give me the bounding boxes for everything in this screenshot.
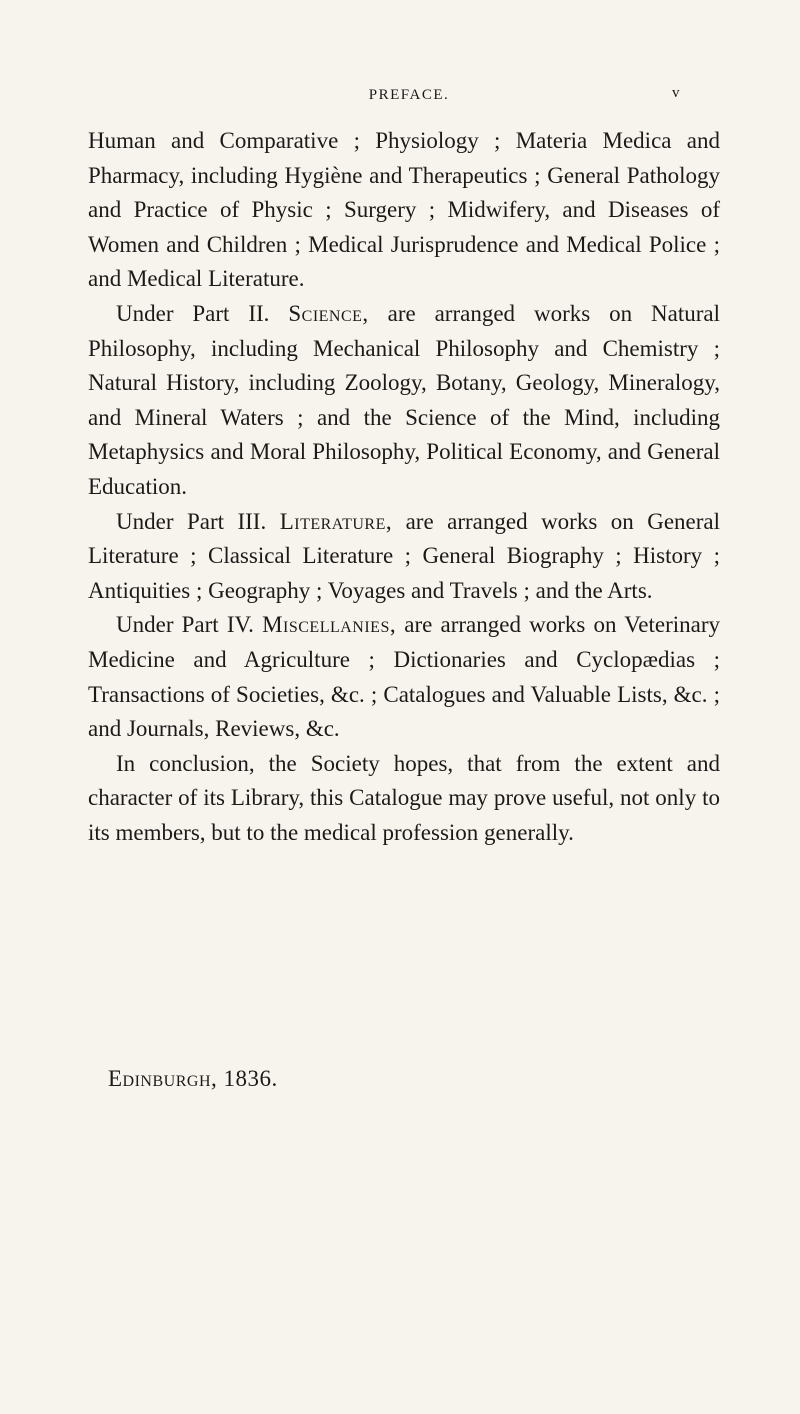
page-number: v: [672, 85, 680, 101]
signature-line: [108, 1066, 278, 1092]
running-head: [0, 83, 800, 107]
part-three-lead: Under Part III.: [116, 508, 267, 534]
paragraph-conclusion: In conclusion, the Society hopes, that from the extent and character of its Library, this Catalogue may prove useful, not only to its members, but to the medical profession generally.: [88, 750, 720, 845]
part-two-text: are arranged works on Natural Philosophy, including Mechanical Philosophy and Chemistry ; Natural History, including Zoology, Botany, Geology, Mineralogy, and Mineral Waters ; and the Science of the Mind, including Metaphysics and Moral Philosophy, Political Economy, and General Education.: [88, 300, 720, 499]
paragraph-part-four: [88, 608, 720, 746]
paragraph-part-one-continuation: Human and Comparative ; Physiology ; Materia Medica and Pharmacy, including Hygiène and Therapeutics ; General Pathology and Practice of Physic ; Surgery ; Midwifery, and Diseases of Women and Children ; Medical Jurisprudence and Medical Police ; and Medical Literature.: [88, 128, 720, 292]
part-four-lead: Under Part IV.: [116, 612, 254, 638]
preface-body: [88, 124, 720, 850]
signature-place: Edinburgh,: [108, 1066, 218, 1091]
part-three-text: are arranged works on General Literature ; Classical Literature ; General Biography ; History ; Antiquities ; Geography ; Voyages and Travels ; and the Arts.: [88, 508, 721, 603]
part-three-heading: Literature,: [279, 508, 393, 534]
part-four-heading: Miscellanies,: [262, 612, 397, 638]
part-four-text: are arranged works on Veterinary Medicine and Agriculture ; Dictionaries and Cyclopædias ; Transactions of Societies, &c. ; Catalogues and Valuable Lists, &c. ; and Journals, Reviews, &c.: [88, 612, 721, 742]
paragraph-part-two: [88, 297, 720, 505]
paragraph-part-three: [88, 505, 720, 609]
part-two-lead: Under Part II.: [116, 300, 270, 326]
running-title: PREFACE.: [368, 87, 450, 103]
part-two-heading: Science,: [288, 300, 369, 326]
signature-year: 1836.: [223, 1066, 278, 1091]
